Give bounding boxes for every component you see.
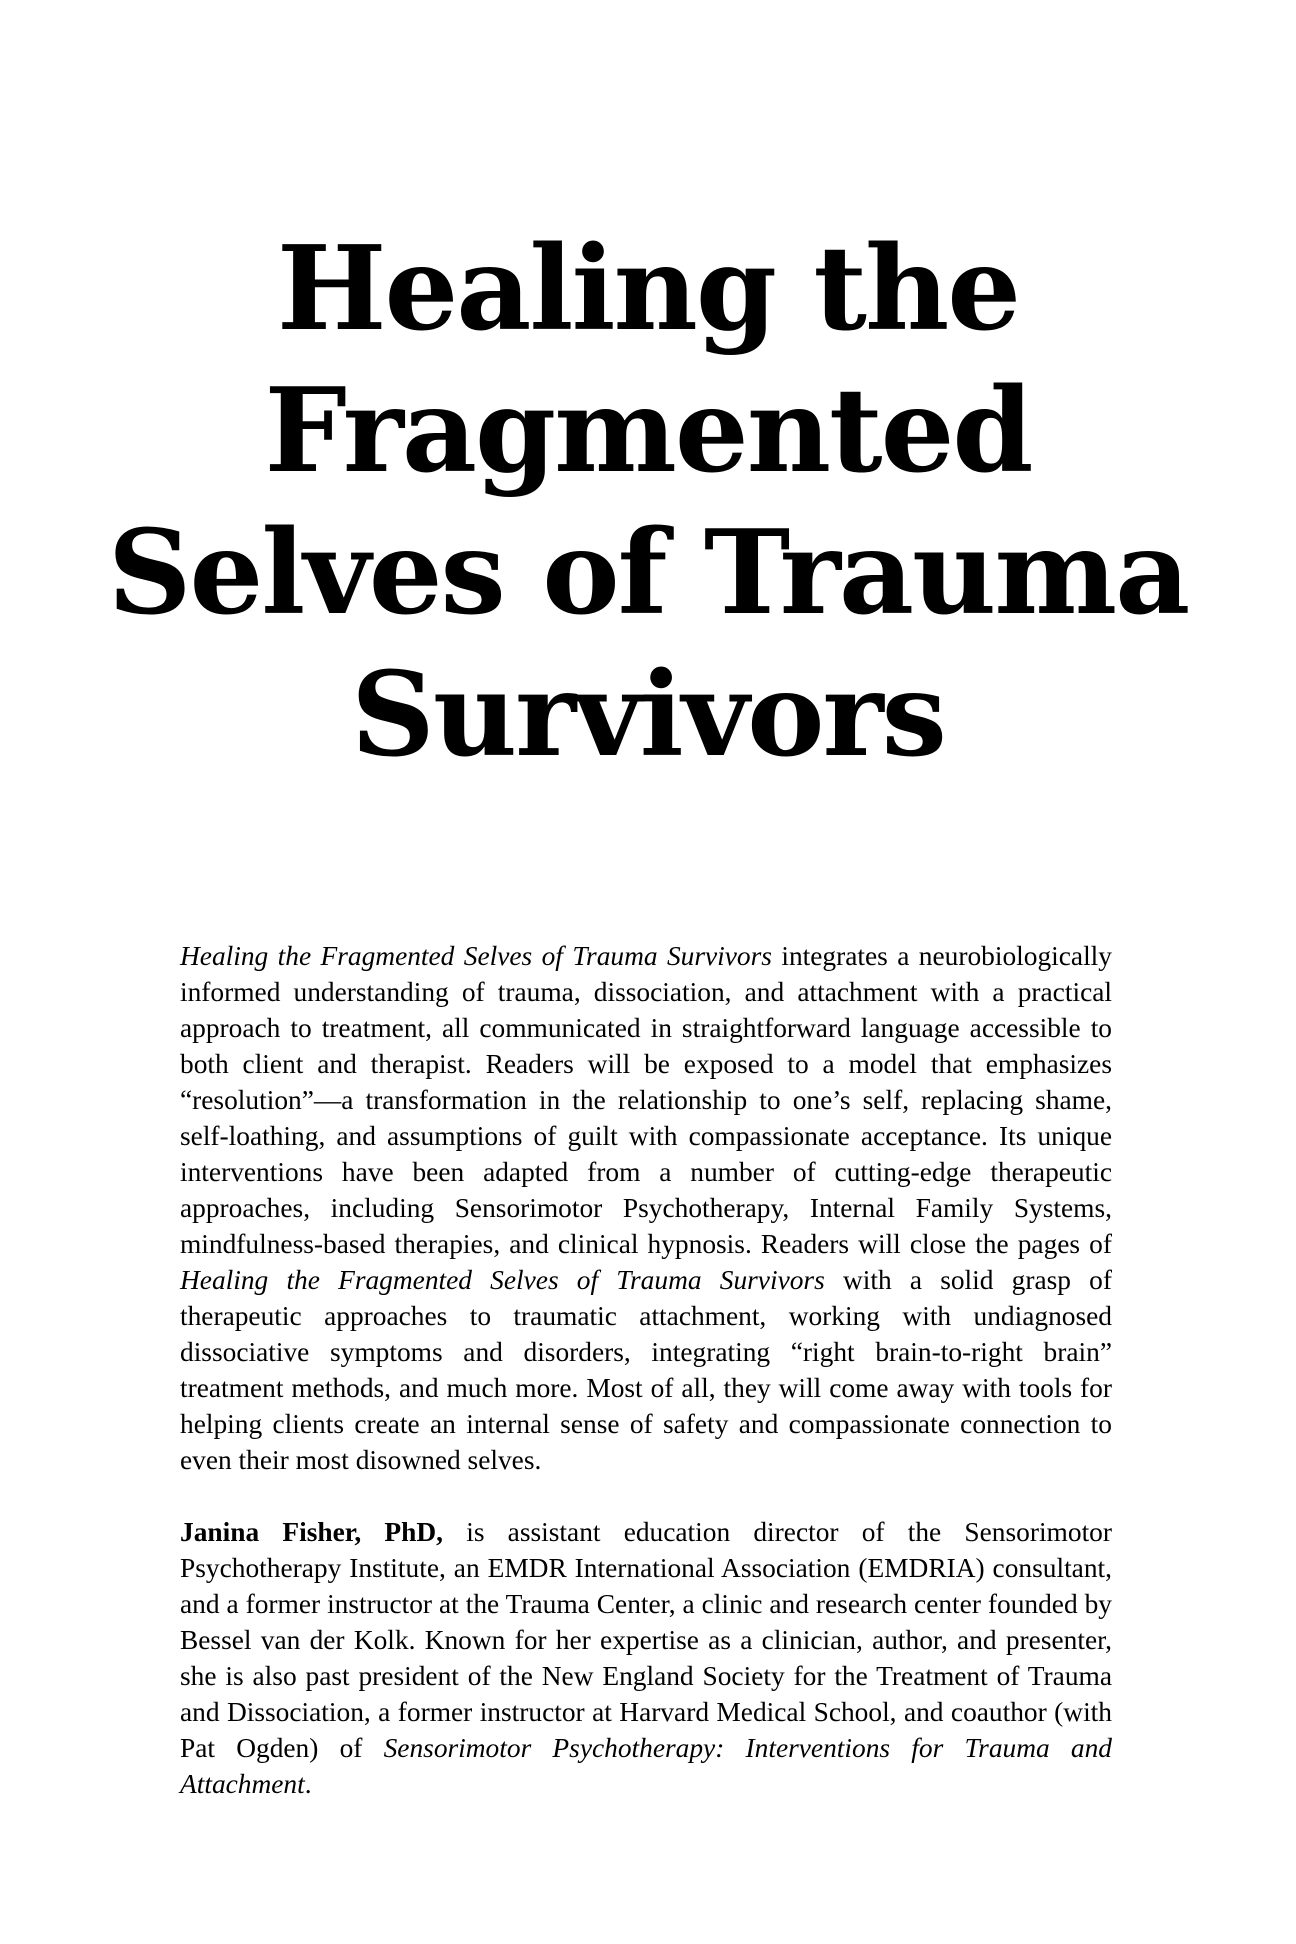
author-bio-end: . <box>304 1769 312 1799</box>
author-bio <box>180 1514 1112 1802</box>
book-description <box>180 938 1112 1478</box>
title-line-2: Fragmented <box>264 363 1032 499</box>
coauthored-book-title: Sensorimotor Psychotherapy: Interventions for Trauma and Attachment <box>180 1733 1112 1799</box>
description-text-1: integrates a neurobiologically informed understanding of trauma, dissociation, and attachment with a practical approach to treatment, all communicated in straightforward language accessible to both client and therapist. Readers will be exposed to a model that emphasizes “resolution”—a transformation in the relationship to one’s self, replacing shame, self-loathing, and assumptions of guilt with compassionate acceptance. Its unique interventions have been adapted from a number of cutting-edge therapeutic approaches, including Sensorimotor Psychotherapy, Internal Family Systems, mindfulness-based therapies, and clinical hypnosis. Readers will close the pages of <box>180 941 1112 1259</box>
title-line-1: Healing the <box>276 221 1020 357</box>
description-book-title-2: Healing the Fragmented Selves of Trauma Survivors <box>180 1265 825 1295</box>
back-cover-text <box>180 938 1112 1802</box>
description-book-title: Healing the Fragmented Selves of Trauma Survivors <box>180 941 772 971</box>
title-line-4: Survivors <box>351 647 945 783</box>
description-text-2: with a solid grasp of therapeutic approaches to traumatic attachment, working with undiagnosed dissociative symptoms and disorders, integrating “right brain-to-right brain” treatment methods, and much more. Most of all, they will come away with tools for helping clients create an internal sense of safety and compassionate connection to even their most disowned selves. <box>180 1265 1112 1475</box>
author-name: Janina Fisher, PhD, <box>180 1517 444 1547</box>
title-line-3: Selves of Trauma <box>107 505 1189 641</box>
author-bio-text: is assistant education director of the Sensorimotor Psychotherapy Institute, an EMDR International Association (EMDRIA) consultant, and a former instructor at the Trauma Center, a clinic and research center founded by Bessel van der Kolk. Known for her expertise as a clinician, author, and presenter, she is also past president of the New England Society for the Treatment of Trauma and Dissociation, a former instructor at Harvard Medical School, and coauthor (with Pat Ogden) of <box>180 1517 1112 1763</box>
book-title <box>0 218 1296 786</box>
